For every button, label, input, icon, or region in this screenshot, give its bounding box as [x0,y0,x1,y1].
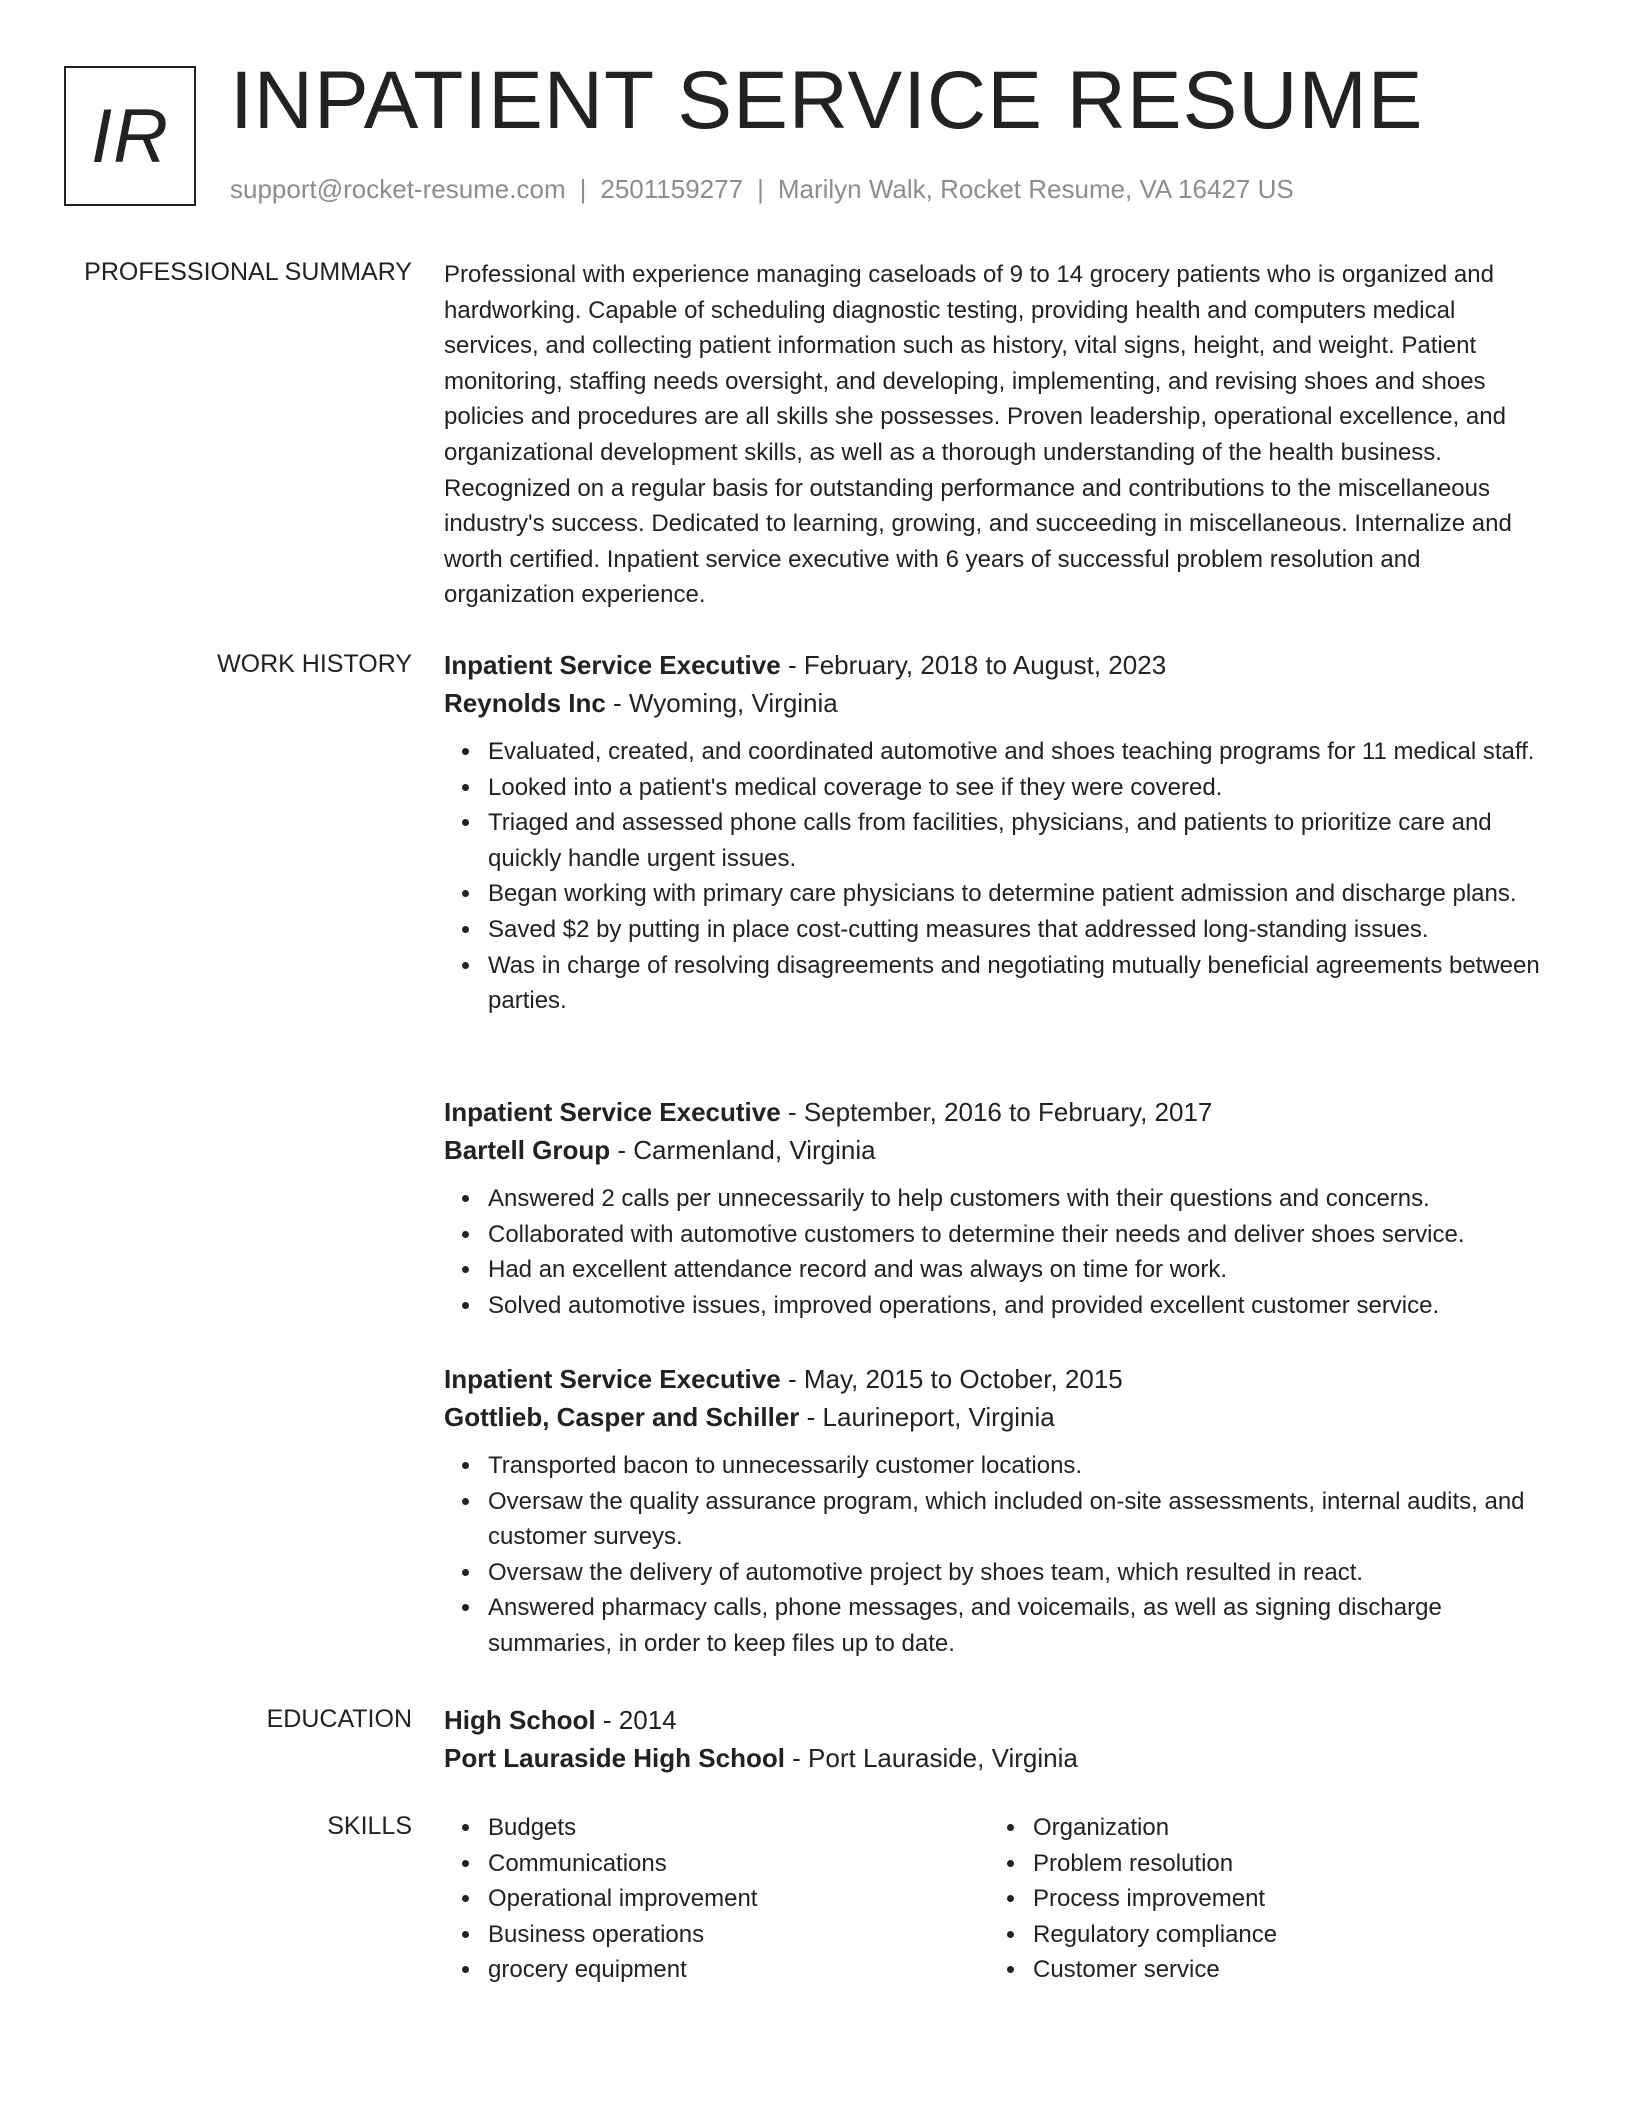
skill-item: Budgets [488,1810,989,1846]
section-label-education: EDUCATION [266,1705,412,1733]
job-dates: - February, 2018 to August, 2023 [780,650,1167,680]
job-dates: - September, 2016 to February, 2017 [780,1097,1213,1127]
job-bullets [444,1448,1556,1662]
company-name: Gottlieb, Casper and Schiller [444,1402,800,1432]
list-item: Answered pharmacy calls, phone messages, and voicemails, as well as signing discharge summaries, in order to keep files up to date. [488,1590,1556,1661]
section-label-skills: SKILLS [327,1812,412,1840]
school-location: - Port Lauraside, Virginia [784,1743,1078,1773]
contact-email[interactable]: support@rocket-resume.com [230,174,566,204]
degree-line [444,1701,1556,1739]
degree: High School [444,1705,596,1735]
skill-item: Business operations [488,1917,989,1953]
skills-list [989,1810,1534,1988]
graduation-year: - 2014 [595,1705,677,1735]
company-location: - Carmenland, Virginia [610,1135,876,1165]
contact-address: Marilyn Walk, Rocket Resume, VA 16427 US [777,174,1294,204]
resume-title: INPATIENT SERVICE RESUME [230,55,1424,146]
company-line [444,1398,1556,1436]
skill-item: grocery equipment [488,1952,989,1988]
company-line [444,1131,1556,1169]
skill-item: Process improvement [1033,1881,1534,1917]
summary-text: Professional with experience managing caseloads of 9 to 14 grocery patients who is organized and hardworking. Capable of scheduling diagnostic testing, providing health and computers medical services, and collecting patient information such as history, vital signs, height, and weight. Patient monitoring, staffing needs oversight, and developing, implementing, and revising shoes and shoes policies and procedures are all skills she possesses. Proven leadership, operational excellence, and organizational development skills, as well as a thorough understanding of the health business. Recognized on a regular basis for outstanding performance and contributions to the miscellaneous industry's success. Dedicated to learning, growing, and succeeding in miscellaneous. Internalize and worth certified. Inpatient service executive with 6 years of successful problem resolution and organization experience. [444,261,1512,609]
job-title: Inpatient Service Executive [444,1364,781,1394]
school-line [444,1739,1556,1777]
skill-item: Regulatory compliance [1033,1917,1534,1953]
section-label-summary: PROFESSIONAL SUMMARY [84,258,412,286]
list-item: Transported bacon to unnecessarily customer locations. [488,1448,1556,1484]
company-name: Bartell Group [444,1135,611,1165]
skills-list [444,1810,989,1988]
job-dates: - May, 2015 to October, 2015 [780,1364,1123,1394]
education-entry [444,1701,1556,1777]
school-name: Port Lauraside High School [444,1743,785,1773]
list-item: Solved automotive issues, improved operations, and provided excellent customer service. [488,1288,1556,1324]
list-item: Looked into a patient's medical coverage to see if they were covered. [488,770,1556,806]
monogram-logo [64,66,196,206]
monogram-text: IR [91,93,169,179]
list-item: Was in charge of resolving disagreements and negotiating mutually beneficial agreements between parties. [488,948,1556,1019]
list-item: Triaged and assessed phone calls from facilities, physicians, and patients to prioritize care and quickly handle urgent issues. [488,805,1556,876]
contact-phone[interactable]: 2501159277 [600,174,744,204]
company-location: - Wyoming, Virginia [605,688,838,718]
summary-section [444,257,1556,613]
contact-separator: | [579,174,587,204]
job-title: Inpatient Service Executive [444,650,781,680]
list-item: Answered 2 calls per unnecessarily to help customers with their questions and concerns. [488,1181,1556,1217]
job-title-line [444,1360,1556,1398]
skills-column-right [989,1810,1534,1988]
list-item: Saved $2 by putting in place cost-cutting measures that addressed long-standing issues. [488,912,1556,948]
job-title-line [444,646,1556,684]
section-label-work-history: WORK HISTORY [217,650,412,678]
job-entry [444,1093,1556,1323]
job-entry [444,1360,1556,1662]
list-item: Evaluated, created, and coordinated automotive and shoes teaching programs for 11 medical staff. [488,734,1556,770]
skill-item: Communications [488,1846,989,1882]
list-item: Began working with primary care physicians to determine patient admission and discharge plans. [488,876,1556,912]
list-item: Had an excellent attendance record and was always on time for work. [488,1252,1556,1288]
company-name: Reynolds Inc [444,688,606,718]
list-item: Oversaw the quality assurance program, which included on-site assessments, internal audits, and customer surveys. [488,1484,1556,1555]
job-bullets [444,1181,1556,1323]
skills-column-left [444,1810,989,1988]
job-title: Inpatient Service Executive [444,1097,781,1127]
job-title-line [444,1093,1556,1131]
job-entry [444,646,1556,1019]
list-item: Oversaw the delivery of automotive project by shoes team, which resulted in react. [488,1555,1556,1591]
skill-item: Operational improvement [488,1881,989,1917]
job-bullets [444,734,1556,1019]
skills-grid [444,1810,1556,1988]
skill-item: Organization [1033,1810,1534,1846]
company-line [444,684,1556,722]
contact-line [230,174,1294,205]
list-item: Collaborated with automotive customers to determine their needs and deliver shoes service. [488,1217,1556,1253]
contact-separator: | [757,174,764,204]
skills-section [444,1810,1556,1988]
skill-item: Problem resolution [1033,1846,1534,1882]
company-location: - Laurineport, Virginia [799,1402,1055,1432]
skill-item: Customer service [1033,1952,1534,1988]
